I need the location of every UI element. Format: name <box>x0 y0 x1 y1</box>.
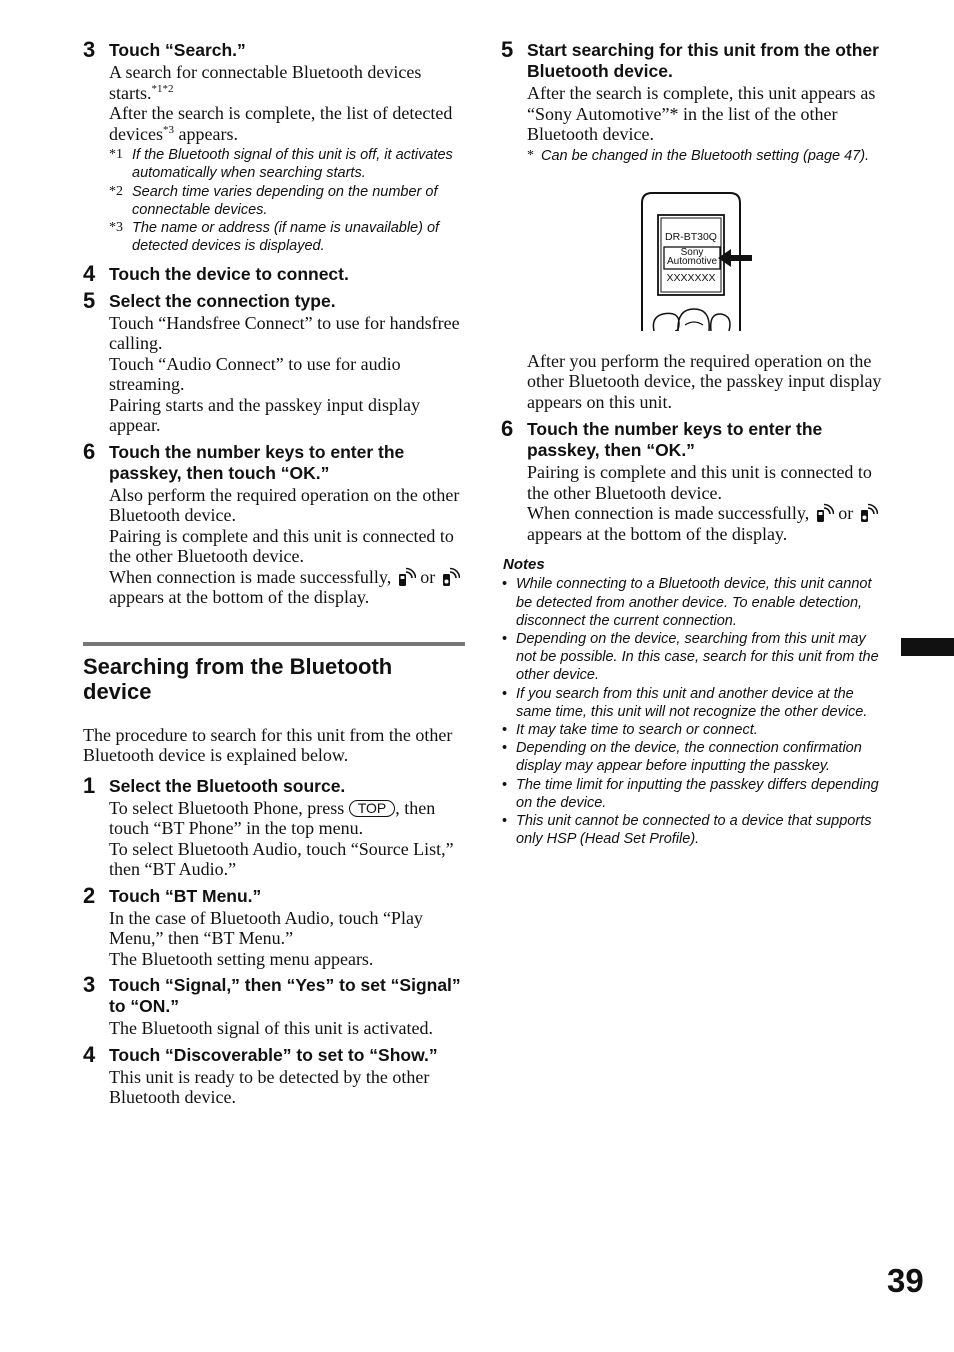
step-title: Select the connection type. <box>109 290 336 311</box>
step-number: 6 <box>501 416 514 442</box>
step-body: Pairing is complete and this unit is connected to the other Bluetooth device. <box>109 525 454 567</box>
step-6-passkey-ok <box>501 416 883 544</box>
step-body: Pairing is complete and this unit is connected to the other Bluetooth device. <box>527 462 872 503</box>
device-screen-sony: Sony <box>680 246 704 258</box>
device-screen-name: DR-BT30Q <box>665 230 717 243</box>
step-body: To select Bluetooth Audio, touch “Source List,” then “BT Audio.” <box>109 838 454 880</box>
step-number: 5 <box>501 37 514 62</box>
step-title: Touch “Discoverable” to set to “Show.” <box>109 1044 438 1065</box>
device-screen-address: XXXXXXX <box>666 271 716 284</box>
step-number: 4 <box>83 260 96 286</box>
section-title: Searching from the Bluetooth device <box>83 653 393 705</box>
footnote-list <box>109 146 465 256</box>
step-body: After the search is complete, the list of detected devices$^{*3}$ appears. <box>109 103 453 144</box>
note-item: • It may take time to search or connect. <box>501 721 883 739</box>
footnote: *2 Search time varies depending on the number of connectable devices. <box>109 183 438 218</box>
step-2-bt-menu <box>83 882 465 970</box>
step-title: Touch the device to connect. <box>109 263 349 284</box>
step-4-touch-device <box>83 260 465 286</box>
note-item: • Depending on the device, searching from this unit may not be possible. In this case, search for this unit from the other device. <box>501 630 883 685</box>
right-column <box>501 37 883 848</box>
audio-connected-icon <box>858 503 878 523</box>
step-title: Select the Bluetooth source. <box>109 775 346 796</box>
footnote: * Can be changed in the Bluetooth setting (page 47). <box>527 147 870 164</box>
footnote: *1 If the Bluetooth signal of this unit is off, it activates automatically when searching starts. <box>109 147 453 182</box>
page-number: 39 <box>887 1262 924 1299</box>
connection-icon-line: When connection is made successfully, or appears at the bottom of the display. <box>527 503 883 544</box>
phone-connected-icon <box>814 503 834 523</box>
step-title: Start searching for this unit from the other Bluetooth device. <box>527 40 879 81</box>
step-body: Touch “Audio Connect” to use for audio streaming. <box>109 353 401 395</box>
step-body: In the case of Bluetooth Audio, touch “Play Menu,” then “BT Menu.” <box>109 907 423 949</box>
step-body: Pairing starts and the passkey input display appear. <box>109 394 420 436</box>
step-number: 3 <box>83 37 96 62</box>
step-title: Touch “Search.” <box>109 40 246 60</box>
step-body: Touch “Handsfree Connect” to use for handsfree calling. <box>109 312 460 354</box>
step-body: After the search is complete, this unit appears as “Sony Automotive”* in the list of the other Bluetooth device. <box>527 83 876 144</box>
step-3-search <box>83 37 465 256</box>
phone-illustration <box>501 189 883 331</box>
footnote: *3 The name or address (if name is unavailable) of detected devices is displayed. <box>109 220 440 255</box>
step-title: Touch the number keys to enter the passkey, then touch “OK.” <box>109 441 405 483</box>
step-body: A search for connectable Bluetooth devices starts.$^{*1*2}$ <box>109 62 422 103</box>
step-number: 2 <box>83 882 96 908</box>
step-3-signal-on <box>83 972 465 1039</box>
section-divider <box>83 642 465 646</box>
notes-heading: Notes <box>503 556 545 574</box>
step-number: 4 <box>83 1041 96 1067</box>
note-item: • While connecting to a Bluetooth device, this unit cannot be detected from another device. To enable detection, disconnect the current connection. <box>501 575 883 630</box>
step-4-discoverable <box>83 1041 465 1108</box>
audio-connected-icon <box>440 567 460 587</box>
step-body: The Bluetooth signal of this unit is activated. <box>109 1018 433 1039</box>
footnote-list <box>527 147 883 165</box>
step-1-select-source <box>83 772 465 880</box>
phone-connected-icon <box>396 567 416 587</box>
note-item: • This unit cannot be connected to a device that supports only HSP (Head Set Profile). <box>501 812 883 848</box>
note-item: • The time limit for inputting the passkey differs depending on the device. <box>501 776 883 812</box>
step-number: 1 <box>83 772 96 798</box>
section-intro: The procedure to search for this unit from the other Bluetooth device is explained below. <box>83 724 453 766</box>
step-body: To select Bluetooth Phone, press TOP , then touch “BT Phone” in the top menu. <box>109 797 436 839</box>
step-number: 5 <box>83 287 96 313</box>
step-title: Touch the number keys to enter the passkey, then “OK.” <box>527 419 823 461</box>
step-number: 6 <box>83 438 96 464</box>
note-item: • Depending on the device, the connection confirmation display may appear before inputting the passkey. <box>501 739 883 775</box>
step-body: This unit is ready to be detected by the other Bluetooth device. <box>109 1066 430 1108</box>
step-title: Touch “Signal,” then “Yes” to set “Signal” to “ON.” <box>109 975 461 1017</box>
device-screen-automotive: Automotive <box>666 255 718 267</box>
top-key: TOP <box>349 800 396 817</box>
step-5-search-from-device <box>501 37 883 165</box>
step-5-connection-type <box>83 287 465 436</box>
section-tab-marker <box>901 638 954 656</box>
after-figure-text: After you perform the required operation on the other Bluetooth device, the passkey input display appears on this unit. <box>527 350 882 412</box>
step-title: Touch “BT Menu.” <box>109 885 262 906</box>
step-body: The Bluetooth setting menu appears. <box>109 948 374 969</box>
step-body: Also perform the required operation on the other Bluetooth device. <box>109 484 460 526</box>
step-6-passkey <box>83 438 465 608</box>
left-column <box>83 37 465 1114</box>
notes-list <box>501 575 883 848</box>
step-number: 3 <box>83 972 96 998</box>
connection-icon-line: When connection is made successfully, or appears at the bottom of the display. <box>109 567 465 608</box>
note-item: • If you search from this unit and another device at the same time, this unit will not recognize the other device. <box>501 685 883 721</box>
